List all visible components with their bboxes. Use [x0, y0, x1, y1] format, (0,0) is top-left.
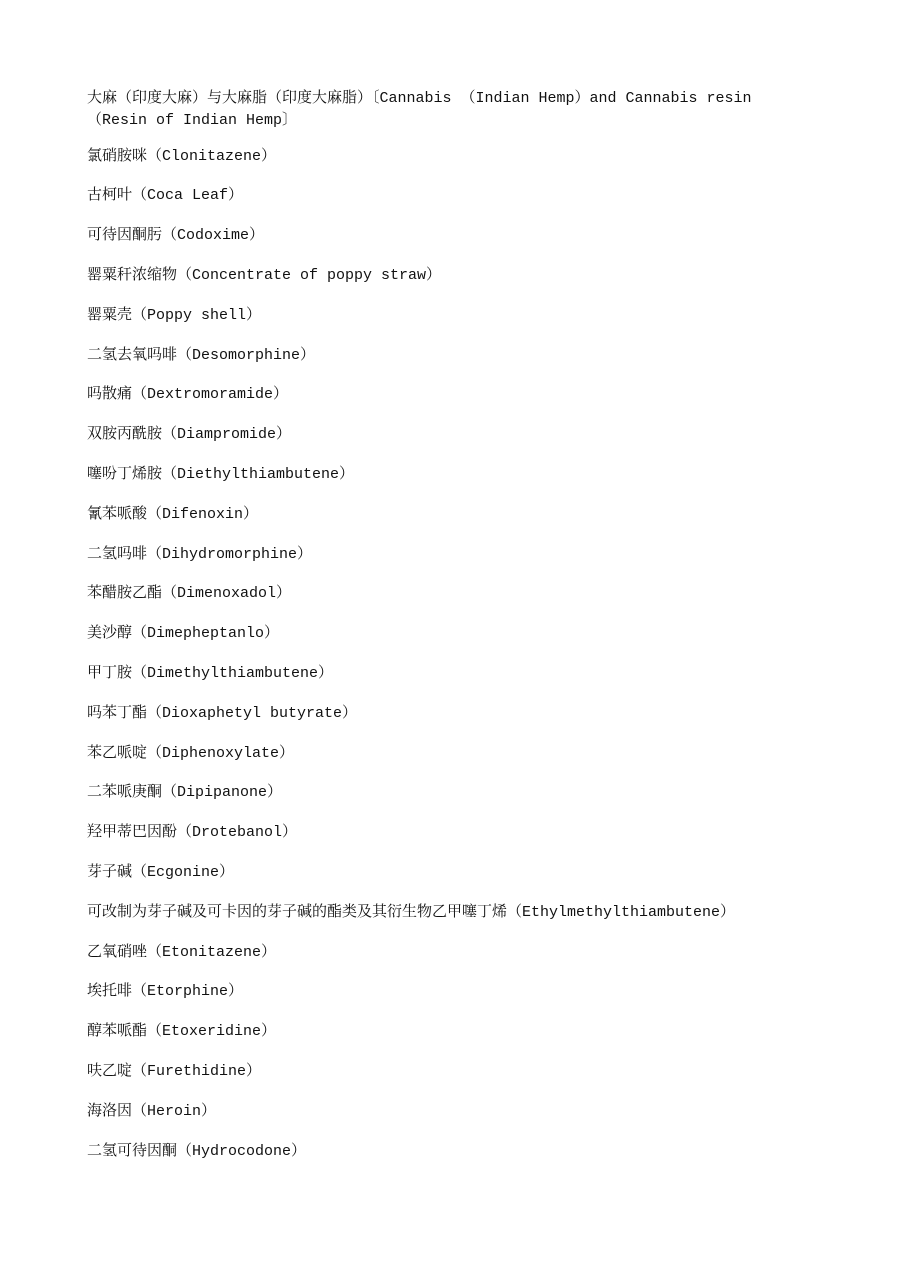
- drug-entry-desomorphine: 二氢去氧吗啡（Desomorphine）: [87, 346, 316, 364]
- drug-entry-heroin: 海洛因（Heroin）: [87, 1102, 217, 1120]
- drug-entry-dimepheptanlo: 美沙醇（Dimepheptanlo）: [87, 625, 280, 643]
- drug-entry-furethidine: 呋乙啶（Furethidine）: [87, 1062, 262, 1080]
- drug-entry-coca-leaf: 古柯叶（Coca Leaf）: [87, 187, 244, 205]
- drug-entry-cannabis: 大麻（印度大麻）与大麻脂（印度大麻脂）〔Cannabis （Indian Hemp）and Cannabis resin （Resin of Indian Hemp〕: [87, 90, 761, 129]
- drug-entry-dimethylthiambutene: 甲丁胺（Dimethylthiambutene）: [87, 664, 334, 682]
- drug-entry-poppy-straw-concentrate: 罂粟秆浓缩物（Concentrate of poppy straw）: [87, 266, 442, 284]
- drug-entry-ethylmethylthiambutene: 可改制为芽子碱及可卡因的芽子碱的酯类及其衍生物乙甲噻丁烯（Ethylmethylthiambutene）: [87, 903, 736, 921]
- drug-entry-diethylthiambutene: 噻吩丁烯胺（Diethylthiambutene）: [87, 465, 355, 483]
- drug-entry-etonitazene: 乙氧硝唑（Etonitazene）: [87, 943, 277, 961]
- drug-entry-hydrocodone: 二氢可待因酮（Hydrocodone）: [87, 1142, 307, 1160]
- drug-entry-dihydromorphine: 二氢吗啡（Dihydromorphine）: [87, 545, 313, 563]
- drug-entry-clonitazene: 氯硝胺咪（Clonitazene）: [87, 147, 277, 165]
- drug-entry-drotebanol: 羟甲蒂巴因酚（Drotebanol）: [87, 824, 298, 842]
- drug-entry-codoxime: 可待因酮肟（Codoxime）: [87, 227, 265, 245]
- drug-entry-diampromide: 双胺丙酰胺（Diampromide）: [87, 426, 292, 444]
- drug-entry-ecgonine: 芽子碱（Ecgonine）: [87, 863, 235, 881]
- drug-entry-etorphine: 埃托啡（Etorphine）: [87, 983, 244, 1001]
- drug-entry-poppy-shell: 罂粟壳（Poppy shell）: [87, 306, 262, 324]
- document-page: [87, 88, 787, 1182]
- drug-entry-dipipanone: 二苯哌庚酮（Dipipanone）: [87, 784, 283, 802]
- drug-entry-dextromoramide: 吗散痛（Dextromoramide）: [87, 386, 289, 404]
- drug-entry-difenoxin: 氰苯哌酸（Difenoxin）: [87, 505, 259, 523]
- drug-entry-dimenoxadol: 苯醋胺乙酯（Dimenoxadol）: [87, 585, 292, 603]
- drug-entry-dioxaphetyl-butyrate: 吗苯丁酯（Dioxaphetyl butyrate）: [87, 704, 358, 722]
- drug-entry-diphenoxylate: 苯乙哌啶（Diphenoxylate）: [87, 744, 295, 762]
- drug-entry-etoxeridine: 醇苯哌酯（Etoxeridine）: [87, 1023, 277, 1041]
